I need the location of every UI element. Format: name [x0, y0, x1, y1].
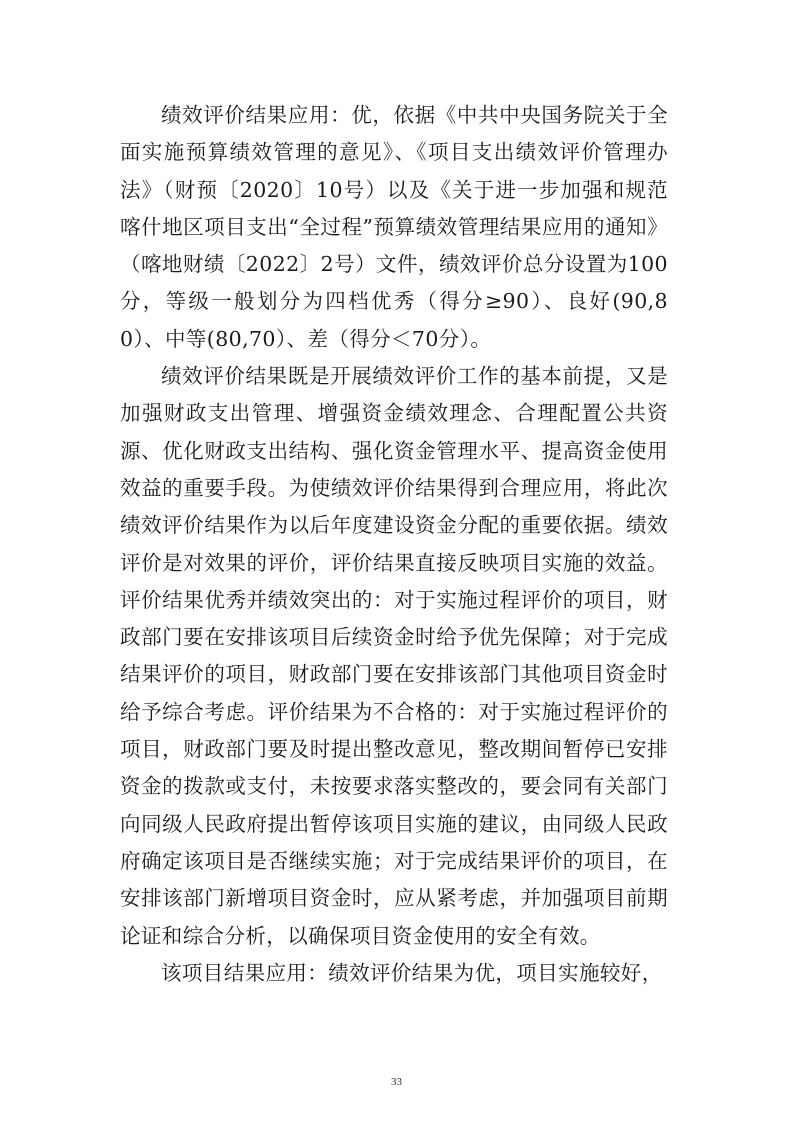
- page-number: 33: [391, 1076, 402, 1088]
- paragraph-project-application: 该项目结果应用：绩效评价结果为优，项目实施较好，: [161, 960, 663, 985]
- body-text: [120, 97, 668, 992]
- paragraph-result-application: 绩效评价结果应用：优，依据《中共中央国务院关于全面实施预算绩效管理的意见》、《项目支出绩效评价管理办法》（财预〔2020〕10号）以及《关于进一步加强和规范喀什地区项目支出“全过程”预算绩效管理结果应用的通知》（喀地财绩〔2022〕2号）文件，绩效评价总分设置为100分，等级一般划分为四档优秀（得分≥90）、良好(90,80）、中等(80,70）、差（得分＜70分）。: [120, 103, 668, 351]
- paragraph-result-significance: 绩效评价结果既是开展绩效评价工作的基本前提，又是加强财政支出管理、增强资金绩效理念、合理配置公共资源、优化财政支出结构、强化资金管理水平、提高资金使用效益的重要手段。为使绩效评价结果得到合理应用，将此次绩效评价结果作为以后年度建设资金分配的重要依据。绩效评价是对效果的评价，评价结果直接反映项目实施的效益。评价结果优秀并绩效突出的：对于实施过程评价的项目，财政部门要在安排该项目后续资金时给予优先保障；对于完成结果评价的项目，财政部门要在安排该部门其他项目资金时给予综合考虑。评价结果为不合格的：对于实施过程评价的项目，财政部门要及时提出整改意见，整改期间暂停已安排资金的拨款或支付，未按要求落实整改的，要会同有关部门向同级人民政府提出暂停该项目实施的建议，由同级人民政府确定该项目是否继续实施；对于完成结果评价的项目，在安排该部门新增项目资金时，应从紧考虑，并加强项目前期论证和综合分析，以确保项目资金使用的安全有效。: [120, 364, 668, 948]
